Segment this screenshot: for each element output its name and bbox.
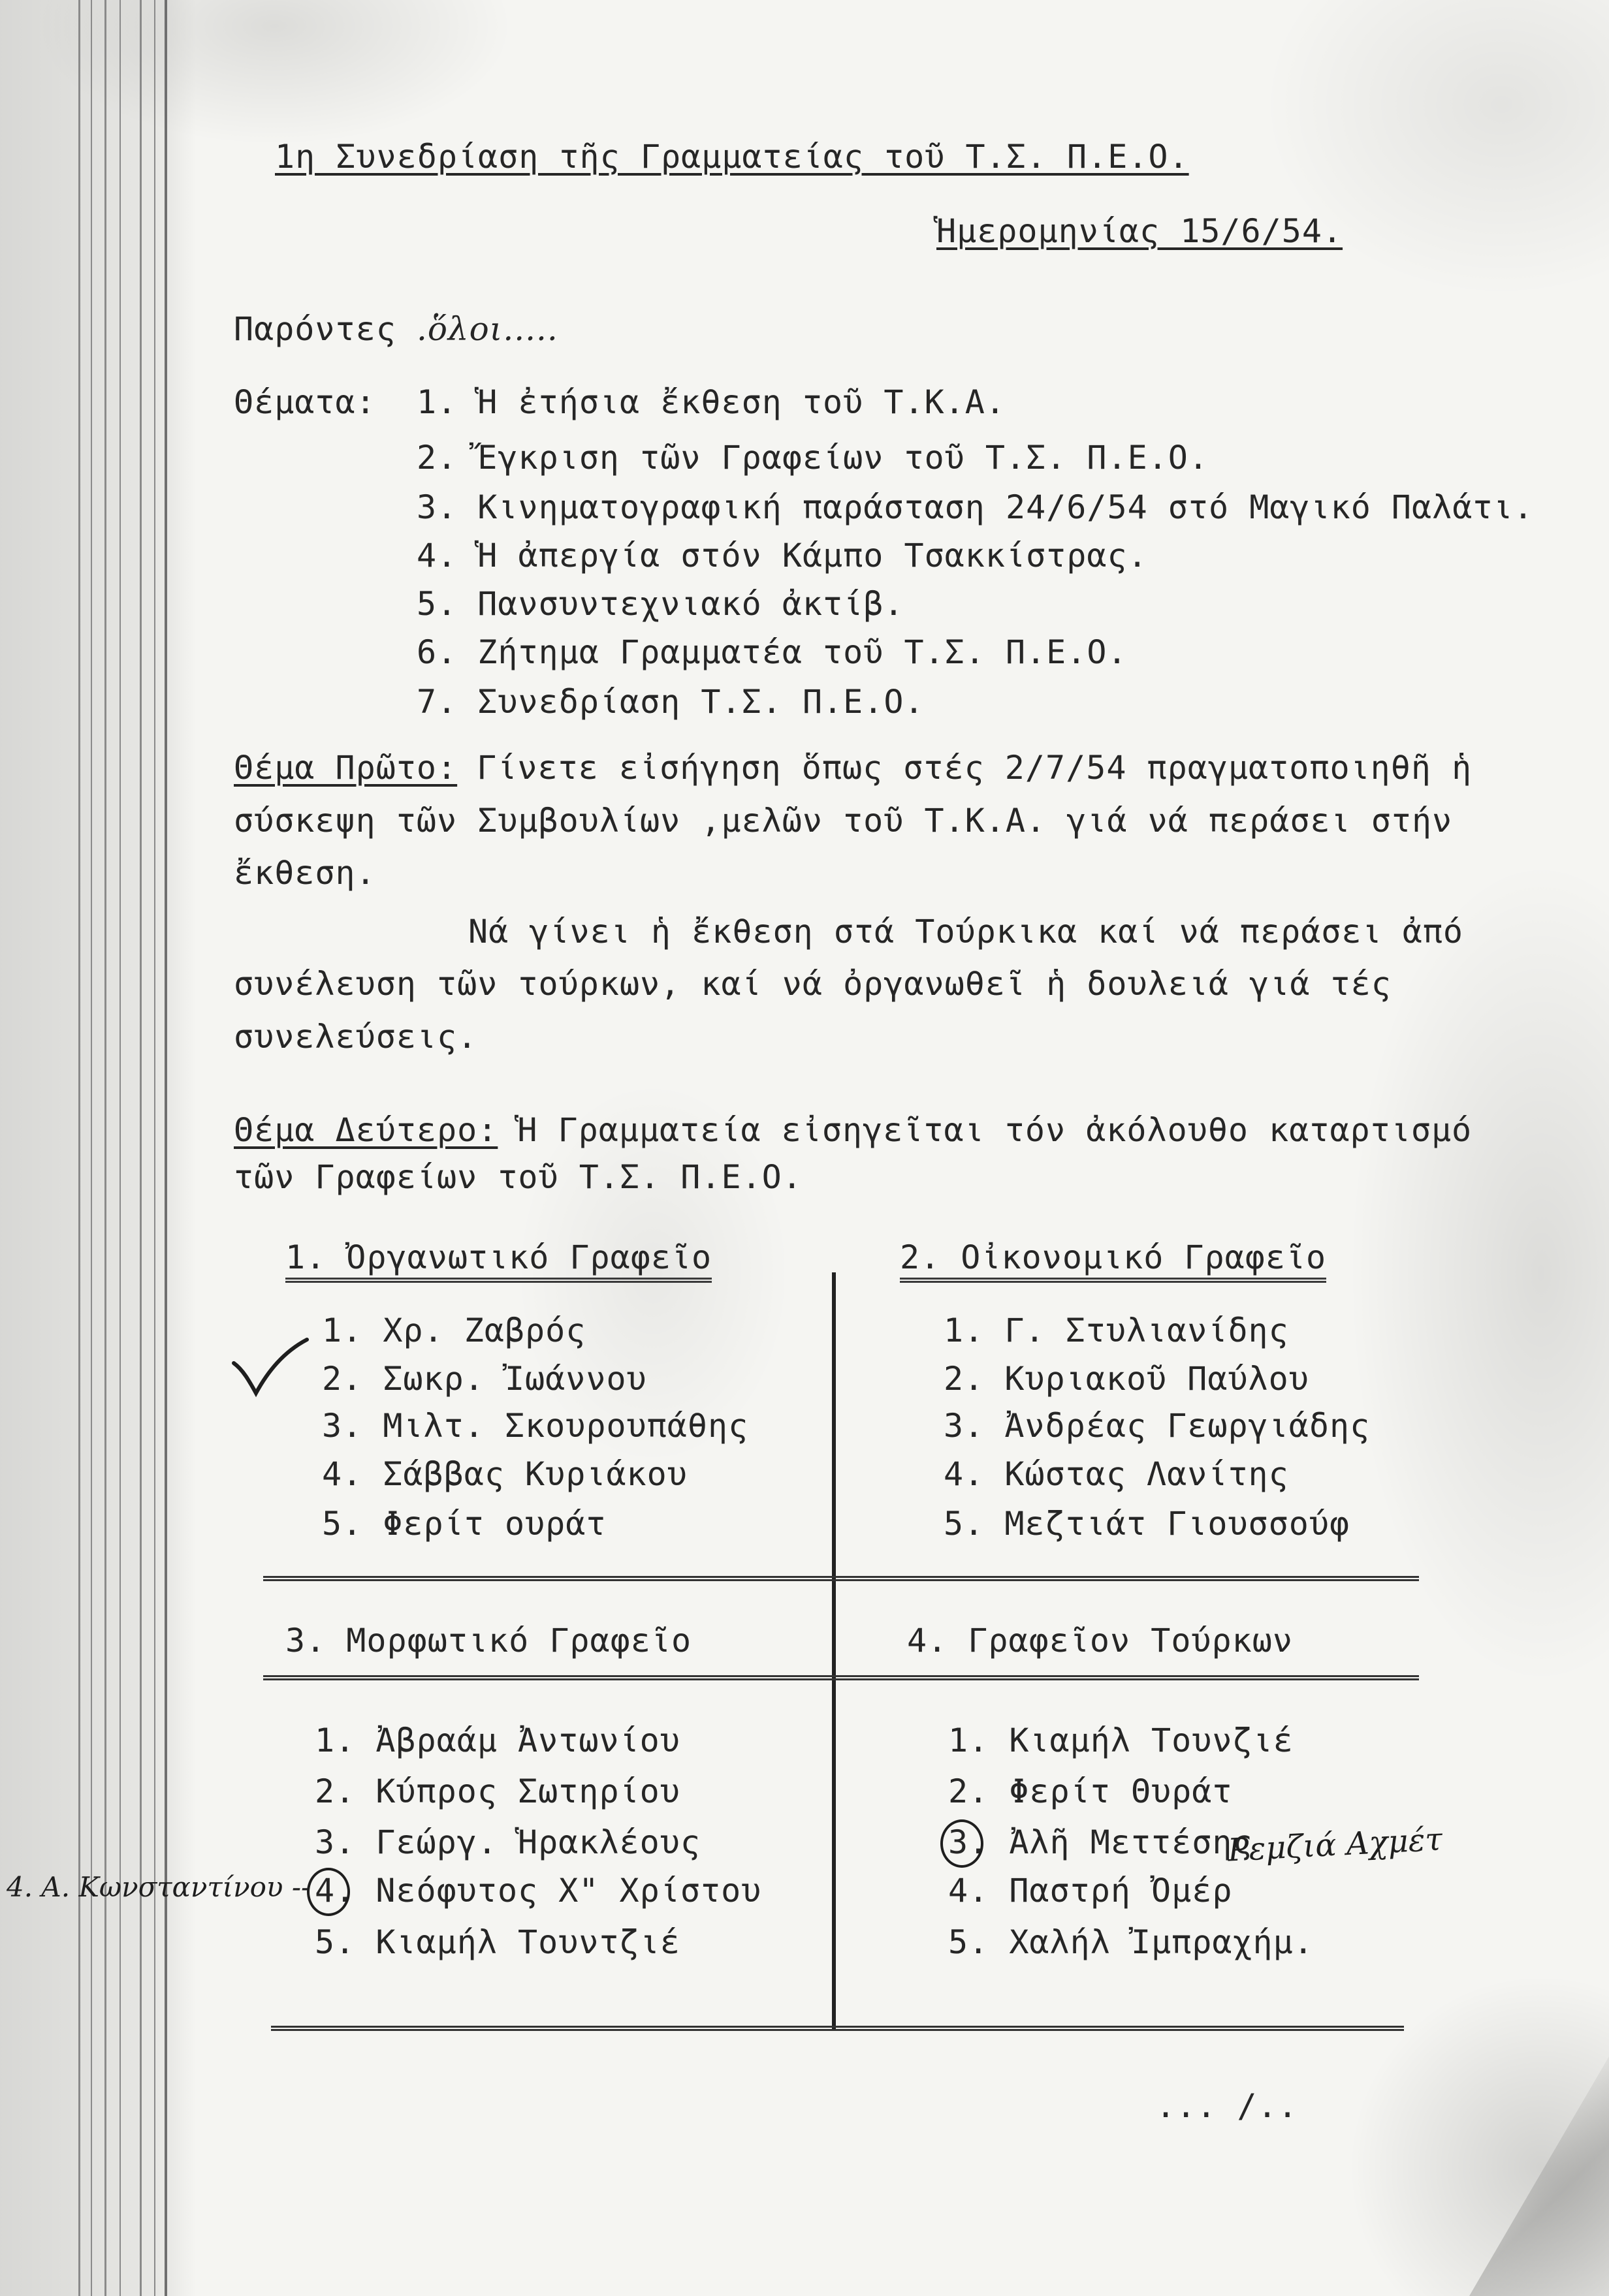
topic-one-label: Θέμα Πρῶτο: [234,749,458,787]
handwritten-margin-note: 4. Α. Κωνσταντίνου -- [7,1871,311,1903]
office-member [948,1721,1294,1760]
member-name: Ἀνδρέας Γεωργιάδης [1004,1407,1371,1445]
member-number-circled: 4. [315,1872,356,1910]
office-member [948,1772,1232,1811]
table-double-rule [263,1675,1419,1680]
member-name: Νεόφυτος Χ" Χρίστου [375,1872,762,1910]
binding-line [165,0,167,2296]
topic-two-text: τῶν Γραφείων τοῦ Τ.Σ. Π.Ε.Ο. [234,1158,803,1196]
member-name: Σωκρ. Ἰωάννου [383,1360,647,1398]
member-number: 2. [944,1360,985,1398]
agenda-item: 5. Πανσυντεχνιακό ἀκτίβ. [417,585,904,623]
member-name: Κυριακοῦ Παύλου [1004,1360,1309,1398]
office-member [322,1455,688,1494]
member-name: Γ. Στυλιανίδης [1004,1312,1289,1349]
topic-one-text: ἔκθεση. [234,854,376,892]
table-double-rule [263,1576,1419,1581]
document-date: Ἡμερομηνίας 15/6/54. [936,212,1343,250]
topic-one-text: σύσκεψη τῶν Συμβουλίων ,μελῶν τοῦ Τ.Κ.Α. γιά νά περάσει στήν [234,802,1453,840]
member-name: Ἀβραάμ Ἀντωνίου [375,1722,680,1759]
topic-two-line [234,1110,1472,1150]
member-number: 4. [322,1455,363,1493]
folded-page-corner [1469,2056,1609,2296]
member-number: 4. [944,1455,985,1493]
agenda-item: 3. Κινηματογραφική παράσταση 24/6/54 στό Μαγικό Παλάτι. [417,488,1534,526]
member-name: Παστρή Ὀμέρ [1009,1872,1233,1910]
binding-line [104,0,106,2296]
member-name: Γεώργ. Ἡρακλέους [375,1823,701,1861]
member-name: Κιαμήλ Τουνζιέ [1009,1722,1294,1759]
agenda-label: Θέματα: [234,383,376,421]
member-number: 1. [944,1312,985,1349]
attendance-value: .ὅλοι..... [416,310,558,348]
member-number: 5. [948,1923,989,1961]
member-name: Φερίτ Θυράτ [1009,1772,1233,1810]
attendance-line [234,309,558,349]
office-member [944,1406,1370,1445]
attendance-label: Παρόντες [234,310,396,348]
table-vertical-divider [832,1272,836,2031]
office-member [315,1923,680,1962]
page-continuation-mark: ... /.. [1156,2087,1298,2125]
office-member [322,1406,748,1445]
member-name: Φερίτ ουράτ [383,1505,607,1543]
binding-line [140,0,142,2296]
topic-one-paragraph-two: συνέλευση τῶν τούρκων, καί νά ὀργανωθεῖ ἡ δουλειά γιά τές [234,965,1392,1003]
office-member [948,1871,1232,1910]
office-member [315,1772,680,1811]
office-member [944,1455,1289,1494]
office-member [322,1504,606,1543]
office-member [944,1504,1350,1543]
office-title: 3. Μορφωτικό Γραφεῖο [285,1622,692,1659]
member-number: 1. [948,1722,989,1759]
office-header [900,1238,1326,1277]
member-number: 5. [944,1505,985,1543]
table-double-rule [271,2026,1404,2031]
binding-line [119,0,121,2296]
member-number: 1. [315,1722,356,1759]
member-number: 3. [322,1407,363,1445]
member-name: Κιαμήλ Τουντζιέ [375,1923,680,1961]
binding-line [91,0,92,2296]
member-number: 5. [315,1923,356,1961]
agenda-item: 1. Ἡ ἐτήσια ἔκθεση τοῦ Τ.Κ.Α. [417,383,1006,421]
member-number: 3. [944,1407,985,1445]
office-member [315,1721,680,1760]
topic-two-label: Θέμα Δεύτερο: [234,1111,498,1149]
office-member [944,1359,1309,1398]
member-number: 2. [322,1360,363,1398]
topic-one-text: Γίνετε εἰσήγηση ὅπως στές 2/7/54 πραγματοποιηθῆ ἡ [477,749,1473,787]
member-number-circled: 3. [948,1823,989,1861]
member-number: 2. [315,1772,356,1810]
topic-two-text: Ἡ Γραμματεία εἰσηγεῖται τόν ἀκόλουθο καταρτισμό [517,1111,1473,1149]
agenda-item: 7. Συνεδρίαση Τ.Σ. Π.Ε.Ο. [417,683,925,721]
member-name: Σάββας Κυριάκου [383,1455,688,1493]
agenda-item: 6. Ζήτημα Γραμματέα τοῦ Τ.Σ. Π.Ε.Ο. [417,633,1128,671]
member-number: 4. [948,1872,989,1910]
office-member [948,1923,1314,1962]
office-title: 4. Γραφεῖον Τούρκων [907,1622,1293,1659]
office-title: 2. Οἰκονομικό Γραφεῖο [900,1238,1326,1283]
member-number: 3. [315,1823,356,1861]
topic-one-line [234,748,1472,787]
office-member [948,1823,1253,1862]
member-name: Κώστας Λανίτης [1004,1455,1289,1493]
member-number: 2. [948,1772,989,1810]
handwritten-replacement-note: Ρεμζιά Αχμέτ [1226,1821,1444,1869]
member-name: Ἀλῆ Μεττέσης [1009,1823,1253,1861]
office-member [315,1823,701,1862]
office-member [322,1359,647,1398]
binding-line [154,0,155,2296]
member-number: 5. [322,1505,363,1543]
topic-one-paragraph-two: συνελεύσεις. [234,1018,478,1056]
checkmark-icon [230,1336,311,1398]
member-name: Κύπρος Σωτηρίου [375,1772,680,1810]
topic-one-paragraph-two: Νά γίνει ἡ ἔκθεση στά Τούρκικα καί νά περάσει ἀπό [468,913,1464,951]
member-number: 1. [322,1312,363,1349]
member-name: Μεζτιάτ Γιουσσούφ [1004,1505,1350,1543]
member-name: Χρ. Ζαβρός [383,1312,586,1349]
office-member [944,1311,1289,1350]
member-name: Χαλήλ Ἰμπραχήμ. [1009,1923,1314,1961]
member-name: Μιλτ. Σκουρουπάθης [383,1407,749,1445]
agenda-item: 2. Ἔγκριση τῶν Γραφείων τοῦ Τ.Σ. Π.Ε.Ο. [417,439,1209,477]
office-title: 1. Ὀργανωτικό Γραφεῖο [285,1238,712,1283]
agenda-item: 4. Ἡ ἀπεργία στόν Κάμπο Τσακκίστρας. [417,537,1148,574]
binding-line [78,0,80,2296]
office-header [285,1238,712,1277]
office-member [322,1311,586,1350]
office-member [315,1871,761,1910]
document-title: 1η Συνεδρίαση τῆς Γραμματείας τοῦ Τ.Σ. Π.Ε.Ο. [275,138,1189,176]
